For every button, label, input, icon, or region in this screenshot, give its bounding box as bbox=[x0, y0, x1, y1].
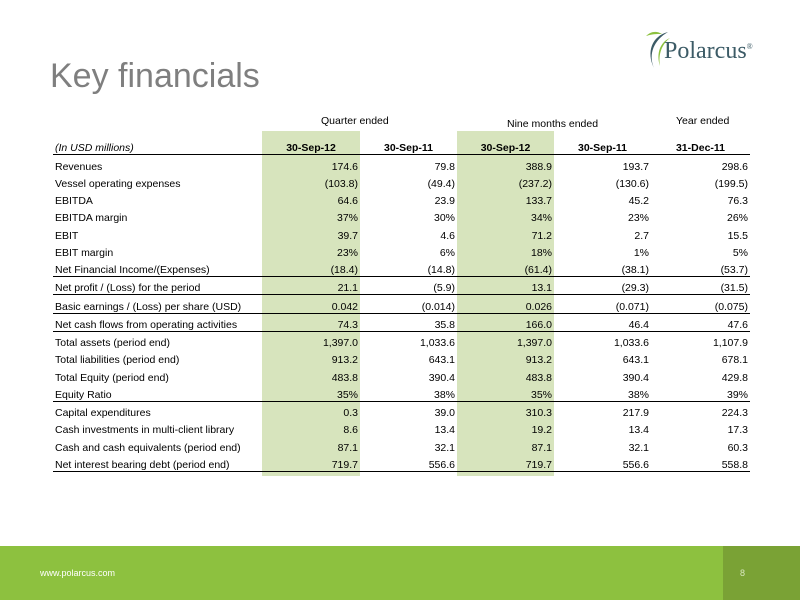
cell-value: 13.4 bbox=[628, 424, 649, 437]
cell-value: 34% bbox=[530, 212, 552, 225]
cell-value: 719.7 bbox=[262, 454, 360, 472]
cell-value: (49.4) bbox=[427, 177, 455, 190]
cell-value: 76.3 bbox=[727, 195, 748, 207]
cell-value: 217.9 bbox=[622, 407, 649, 419]
cell-value: 23.9 bbox=[434, 195, 455, 207]
unit-label: (In USD millions) bbox=[53, 137, 262, 155]
cell-value: (0.014) bbox=[360, 295, 457, 313]
cell-value: (18.4) bbox=[262, 259, 360, 277]
row-label: Capital expenditures bbox=[55, 407, 151, 419]
cell-value: 74.3 bbox=[262, 313, 360, 331]
cell-value: 719.7 bbox=[457, 454, 554, 472]
table-row bbox=[53, 366, 750, 383]
cell-value: 23% bbox=[627, 212, 649, 225]
row-label: Vessel operating expenses bbox=[55, 177, 181, 190]
page-number: 8 bbox=[740, 568, 746, 578]
cell-value: 1,397.0 bbox=[516, 337, 552, 349]
cell-value: (14.8) bbox=[360, 259, 457, 277]
cell-value: 13.4 bbox=[434, 424, 455, 437]
table-row bbox=[53, 173, 750, 190]
cell-value: 1,033.6 bbox=[419, 337, 455, 349]
row-label: Net cash flows from operating activities bbox=[53, 313, 262, 331]
cell-value: (0.075) bbox=[651, 295, 750, 313]
cell-value: 643.1 bbox=[428, 354, 455, 367]
cell-value: 71.2 bbox=[531, 229, 552, 242]
cell-value: (130.6) bbox=[615, 177, 649, 190]
cell-value: 23% bbox=[336, 246, 358, 259]
cell-value: 45.2 bbox=[628, 195, 649, 207]
cell-value: 18% bbox=[530, 246, 552, 259]
cell-value: 17.3 bbox=[727, 424, 748, 437]
cell-value: 174.6 bbox=[331, 160, 358, 173]
column-header: 30-Sep-12 bbox=[262, 137, 360, 155]
cell-value: 32.1 bbox=[434, 441, 455, 454]
row-label: EBIT bbox=[55, 229, 79, 242]
cell-value: 35% bbox=[262, 384, 360, 402]
cell-value: 47.6 bbox=[651, 313, 750, 331]
cell-value: 35% bbox=[457, 384, 554, 402]
cell-value: 1,033.6 bbox=[613, 337, 649, 349]
table-row bbox=[53, 190, 750, 207]
cell-value: 558.8 bbox=[651, 454, 750, 472]
cell-value: (199.5) bbox=[714, 177, 748, 190]
cell-value: 5% bbox=[732, 246, 748, 259]
cell-value: 39% bbox=[651, 384, 750, 402]
cell-value: 39.0 bbox=[434, 407, 455, 419]
row-label: Total assets (period end) bbox=[55, 337, 170, 349]
cell-value: 37% bbox=[336, 212, 358, 225]
column-header: 31-Dec-11 bbox=[651, 137, 750, 155]
cell-value: 913.2 bbox=[331, 354, 358, 367]
group-header-quarter: Quarter ended bbox=[321, 115, 389, 127]
table-row bbox=[53, 313, 750, 331]
table-row bbox=[53, 436, 750, 453]
cell-value: (53.7) bbox=[651, 259, 750, 277]
row-label: EBITDA margin bbox=[55, 212, 128, 225]
cell-value: 35.8 bbox=[360, 313, 457, 331]
table-row bbox=[53, 349, 750, 366]
row-label: Net profit / (Loss) for the period bbox=[53, 277, 262, 295]
cell-value: 556.6 bbox=[554, 454, 651, 472]
cell-value: 298.6 bbox=[721, 160, 748, 173]
table-row bbox=[53, 419, 750, 436]
cell-value: 133.7 bbox=[525, 195, 552, 207]
cell-value: 913.2 bbox=[525, 354, 552, 367]
cell-value: 166.0 bbox=[457, 313, 554, 331]
table-row bbox=[53, 155, 750, 173]
column-header: 30-Sep-12 bbox=[457, 137, 554, 155]
table-row bbox=[53, 277, 750, 295]
cell-value: 87.1 bbox=[337, 441, 358, 454]
table-row bbox=[53, 401, 750, 419]
group-header-year: Year ended bbox=[676, 115, 730, 127]
cell-value: 556.6 bbox=[360, 454, 457, 472]
cell-value: 64.6 bbox=[337, 195, 358, 207]
table-row bbox=[53, 384, 750, 402]
row-label: Total liabilities (period end) bbox=[55, 354, 180, 367]
column-header: 30-Sep-11 bbox=[360, 137, 457, 155]
cell-value: 0.3 bbox=[343, 407, 358, 419]
cell-value: 193.7 bbox=[622, 160, 649, 173]
row-label: Basic earnings / (Loss) per share (USD) bbox=[53, 295, 262, 313]
cell-value: (103.8) bbox=[324, 177, 358, 190]
cell-value: 8.6 bbox=[343, 424, 358, 437]
cell-value: 38% bbox=[554, 384, 651, 402]
cell-value: (31.5) bbox=[651, 277, 750, 295]
cell-value: 2.7 bbox=[634, 229, 649, 242]
cell-value: 79.8 bbox=[434, 160, 455, 173]
cell-value: 32.1 bbox=[628, 441, 649, 454]
cell-value: 4.6 bbox=[440, 229, 455, 242]
column-header: 30-Sep-11 bbox=[554, 137, 651, 155]
cell-value: (61.4) bbox=[457, 259, 554, 277]
row-label: Cash investments in multi-client library bbox=[55, 424, 235, 437]
cell-value: 483.8 bbox=[331, 371, 358, 384]
table-row bbox=[53, 331, 750, 349]
footer-bar bbox=[0, 546, 800, 600]
cell-value: 1,107.9 bbox=[712, 337, 748, 349]
cell-value: 21.1 bbox=[262, 277, 360, 295]
cell-value: 0.042 bbox=[262, 295, 360, 313]
cell-value: 1,397.0 bbox=[322, 337, 358, 349]
cell-value: 390.4 bbox=[428, 371, 455, 384]
table-row bbox=[53, 295, 750, 313]
row-label: Cash and cash equivalents (period end) bbox=[55, 441, 241, 454]
cell-value: 39.7 bbox=[337, 229, 358, 242]
table-row bbox=[53, 454, 750, 472]
table-row bbox=[53, 242, 750, 259]
cell-value: 390.4 bbox=[622, 371, 649, 384]
cell-value: (5.9) bbox=[360, 277, 457, 295]
cell-value: 30% bbox=[433, 212, 455, 225]
cell-value: 1% bbox=[633, 246, 649, 259]
row-label: Net Financial Income/(Expenses) bbox=[53, 259, 262, 277]
cell-value: 87.1 bbox=[531, 441, 552, 454]
financials-table bbox=[53, 137, 750, 472]
cell-value: 19.2 bbox=[531, 424, 552, 437]
page-title: Key financials bbox=[50, 57, 260, 95]
cell-value: 60.3 bbox=[727, 441, 748, 454]
table-row bbox=[53, 259, 750, 277]
row-label: Equity Ratio bbox=[53, 384, 262, 402]
cell-value: 429.8 bbox=[721, 371, 748, 384]
cell-value: 6% bbox=[439, 246, 455, 259]
cell-value: 643.1 bbox=[622, 354, 649, 367]
logo-wordmark: Polarcus® bbox=[664, 38, 753, 64]
footer-url: www.polarcus.com bbox=[40, 568, 116, 578]
cell-value: 310.3 bbox=[525, 407, 552, 419]
cell-value: 26% bbox=[726, 212, 748, 225]
table-header-row bbox=[53, 137, 750, 155]
cell-value: 0.026 bbox=[457, 295, 554, 313]
cell-value: 224.3 bbox=[721, 407, 748, 419]
cell-value: (237.2) bbox=[518, 177, 552, 190]
cell-value: (29.3) bbox=[554, 277, 651, 295]
cell-value: 388.9 bbox=[525, 160, 552, 173]
cell-value: 46.4 bbox=[554, 313, 651, 331]
row-label: EBIT margin bbox=[55, 246, 114, 259]
row-label: Total Equity (period end) bbox=[55, 371, 169, 384]
cell-value: 38% bbox=[360, 384, 457, 402]
footer-page-block bbox=[723, 546, 800, 600]
row-label: Net interest bearing debt (period end) bbox=[53, 454, 262, 472]
row-label: EBITDA bbox=[55, 195, 93, 207]
cell-value: 13.1 bbox=[457, 277, 554, 295]
cell-value: 15.5 bbox=[727, 229, 748, 242]
cell-value: (38.1) bbox=[554, 259, 651, 277]
row-label: Revenues bbox=[55, 160, 103, 173]
table-row bbox=[53, 207, 750, 224]
cell-value: (0.071) bbox=[554, 295, 651, 313]
cell-value: 483.8 bbox=[525, 371, 552, 384]
table-row bbox=[53, 224, 750, 241]
group-header-nine-months: Nine months ended bbox=[507, 118, 599, 130]
cell-value: 678.1 bbox=[721, 354, 748, 367]
